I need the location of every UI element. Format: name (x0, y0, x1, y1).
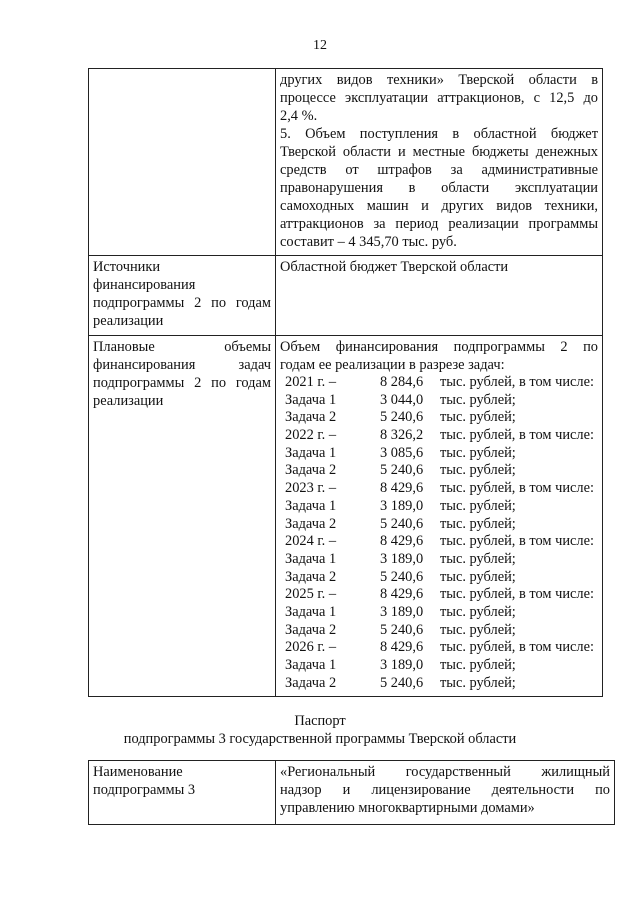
financing-amount: 3 085,6 (380, 444, 424, 461)
text-line: реализации (93, 393, 164, 409)
financing-row (278, 392, 598, 410)
text-line: подпрограммы 2 по годам (93, 375, 271, 391)
financing-unit: тыс. рублей; (440, 621, 516, 638)
financing-label: Задача 2 (285, 621, 337, 638)
table-row (89, 69, 603, 256)
financing-row (278, 569, 598, 587)
financing-amount: 5 240,6 (380, 409, 424, 426)
financing-amount: 5 240,6 (380, 621, 424, 638)
financing-amount: 8 326,2 (380, 427, 424, 444)
text-line: Плановые объемы (93, 339, 271, 355)
financing-unit: тыс. рублей; (440, 444, 516, 461)
financing-row (278, 498, 598, 516)
financing-list (278, 374, 598, 692)
financing-unit: тыс. рублей, в том числе: (440, 427, 594, 444)
text-line: Областной бюджет Тверской области (280, 259, 509, 275)
text-line: составит – 4 345,70 тыс. руб. (280, 234, 457, 250)
financing-amount: 5 240,6 (380, 568, 424, 585)
text-line: средств от штрафов за административные (280, 162, 598, 178)
financing-label: 2025 г. – (285, 586, 337, 603)
financing-label: 2021 г. – (285, 374, 337, 390)
subprogram-name-value (276, 761, 615, 825)
financing-label: 2024 г. – (285, 533, 337, 550)
text-line: аттракционов за период реализации программы (280, 216, 598, 232)
financing-amount: 8 429,6 (380, 533, 424, 550)
text-line: надзор и лицензирование деятельности по (280, 782, 610, 798)
planned-funding-label (89, 336, 276, 697)
financing-label: 2022 г. – (285, 427, 337, 444)
financing-amount: 8 284,6 (380, 374, 424, 390)
financing-unit: тыс. рублей; (440, 515, 516, 532)
table-row (89, 336, 603, 697)
financing-row (278, 639, 598, 657)
indicators-cell (276, 69, 603, 256)
financing-unit: тыс. рублей, в том числе: (440, 533, 594, 550)
financing-row (278, 480, 598, 498)
financing-unit: тыс. рублей, в том числе: (440, 374, 594, 390)
passport-subtitle: подпрограммы 3 государственной программы Тверской области (123, 731, 517, 747)
subprogram-name-label (89, 761, 276, 825)
financing-row (278, 586, 598, 604)
empty-cell (89, 69, 276, 256)
text-line: других видов техники» Тверской области в (280, 72, 598, 88)
financing-unit: тыс. рублей, в том числе: (440, 586, 594, 603)
financing-label: Задача 1 (285, 497, 337, 514)
financing-unit: тыс. рублей, в том числе: (440, 480, 594, 497)
financing-unit: тыс. рублей; (440, 674, 516, 691)
financing-label: 2023 г. – (285, 480, 337, 497)
text-line: 5. Объем поступления в областной бюджет (280, 126, 598, 142)
text-line: процессе эксплуатации аттракционов, с 12,5 до (280, 90, 598, 106)
financing-label: Задача 2 (285, 462, 337, 479)
text-line: реализации (93, 313, 164, 329)
financing-row (278, 622, 598, 640)
text-line: «Региональный государственный жилищный (280, 764, 610, 780)
financing-label: Задача 2 (285, 568, 337, 585)
financing-row (278, 533, 598, 551)
financing-row (278, 409, 598, 427)
financing-row (278, 427, 598, 445)
financing-unit: тыс. рублей; (440, 603, 516, 620)
financing-unit: тыс. рублей; (440, 391, 516, 408)
text-line: Объем финансирования подпрограммы 2 по (280, 339, 598, 355)
financing-row (278, 445, 598, 463)
financing-row (278, 516, 598, 534)
text-line: финансирования задач (93, 357, 271, 373)
text-line: управлению многоквартирными домами» (280, 800, 535, 816)
financing-amount: 8 429,6 (380, 639, 424, 656)
text-line: 2,4 %. (280, 108, 318, 124)
financing-row (278, 657, 598, 675)
text-line: Тверской области и местные бюджеты денежных (280, 144, 598, 160)
financing-label: Задача 1 (285, 657, 337, 673)
financing-unit: тыс. рублей; (440, 550, 516, 567)
financing-label: Задача 2 (285, 674, 337, 691)
financing-amount: 5 240,6 (380, 515, 424, 532)
financing-label: Задача 1 (285, 550, 337, 567)
financing-row (278, 551, 598, 569)
text-line: Наименование (93, 764, 183, 780)
financing-row (278, 374, 598, 392)
text-line: правонарушения в области эксплуатации (280, 180, 598, 196)
planned-funding-value (276, 336, 603, 697)
financing-unit: тыс. рублей; (440, 657, 516, 673)
financing-unit: тыс. рублей; (440, 409, 516, 426)
page-number: 12 (313, 38, 327, 53)
financing-amount: 3 189,0 (380, 603, 424, 620)
financing-amount: 8 429,6 (380, 480, 424, 497)
financing-label: Задача 2 (285, 409, 337, 426)
financing-row (278, 604, 598, 622)
financing-amount: 5 240,6 (380, 674, 424, 691)
passport-title: Паспорт (294, 713, 346, 729)
financing-amount: 3 189,0 (380, 550, 424, 567)
subprogram-2-table (88, 68, 603, 697)
financing-row (278, 675, 598, 693)
financing-label: Задача 1 (285, 391, 337, 408)
financing-label: 2026 г. – (285, 639, 337, 656)
text-line: финансирования (93, 277, 196, 293)
financing-amount: 3 189,0 (380, 657, 424, 673)
financing-label: Задача 1 (285, 444, 337, 461)
financing-unit: тыс. рублей; (440, 497, 516, 514)
financing-label: Задача 1 (285, 603, 337, 620)
financing-amount: 3 189,0 (380, 497, 424, 514)
text-line: годам ее реализации в разрезе задач: (280, 357, 505, 373)
text-line: подпрограммы 2 по годам (93, 295, 271, 311)
funding-sources-value (276, 256, 603, 336)
financing-row (278, 462, 598, 480)
financing-amount: 5 240,6 (380, 462, 424, 479)
financing-amount: 3 044,0 (380, 391, 424, 408)
subprogram-3-table (88, 760, 615, 825)
table-row (89, 256, 603, 336)
text-line: подпрограммы 3 (93, 782, 196, 798)
financing-unit: тыс. рублей, в том числе: (440, 639, 594, 656)
financing-unit: тыс. рублей; (440, 462, 516, 479)
financing-label: Задача 2 (285, 515, 337, 532)
financing-amount: 8 429,6 (380, 586, 424, 603)
table-row (89, 761, 615, 825)
text-line: Источники (93, 259, 161, 275)
financing-unit: тыс. рублей; (440, 568, 516, 585)
funding-sources-label (89, 256, 276, 336)
text-line: самоходных машин и других видов техники, (280, 198, 598, 214)
